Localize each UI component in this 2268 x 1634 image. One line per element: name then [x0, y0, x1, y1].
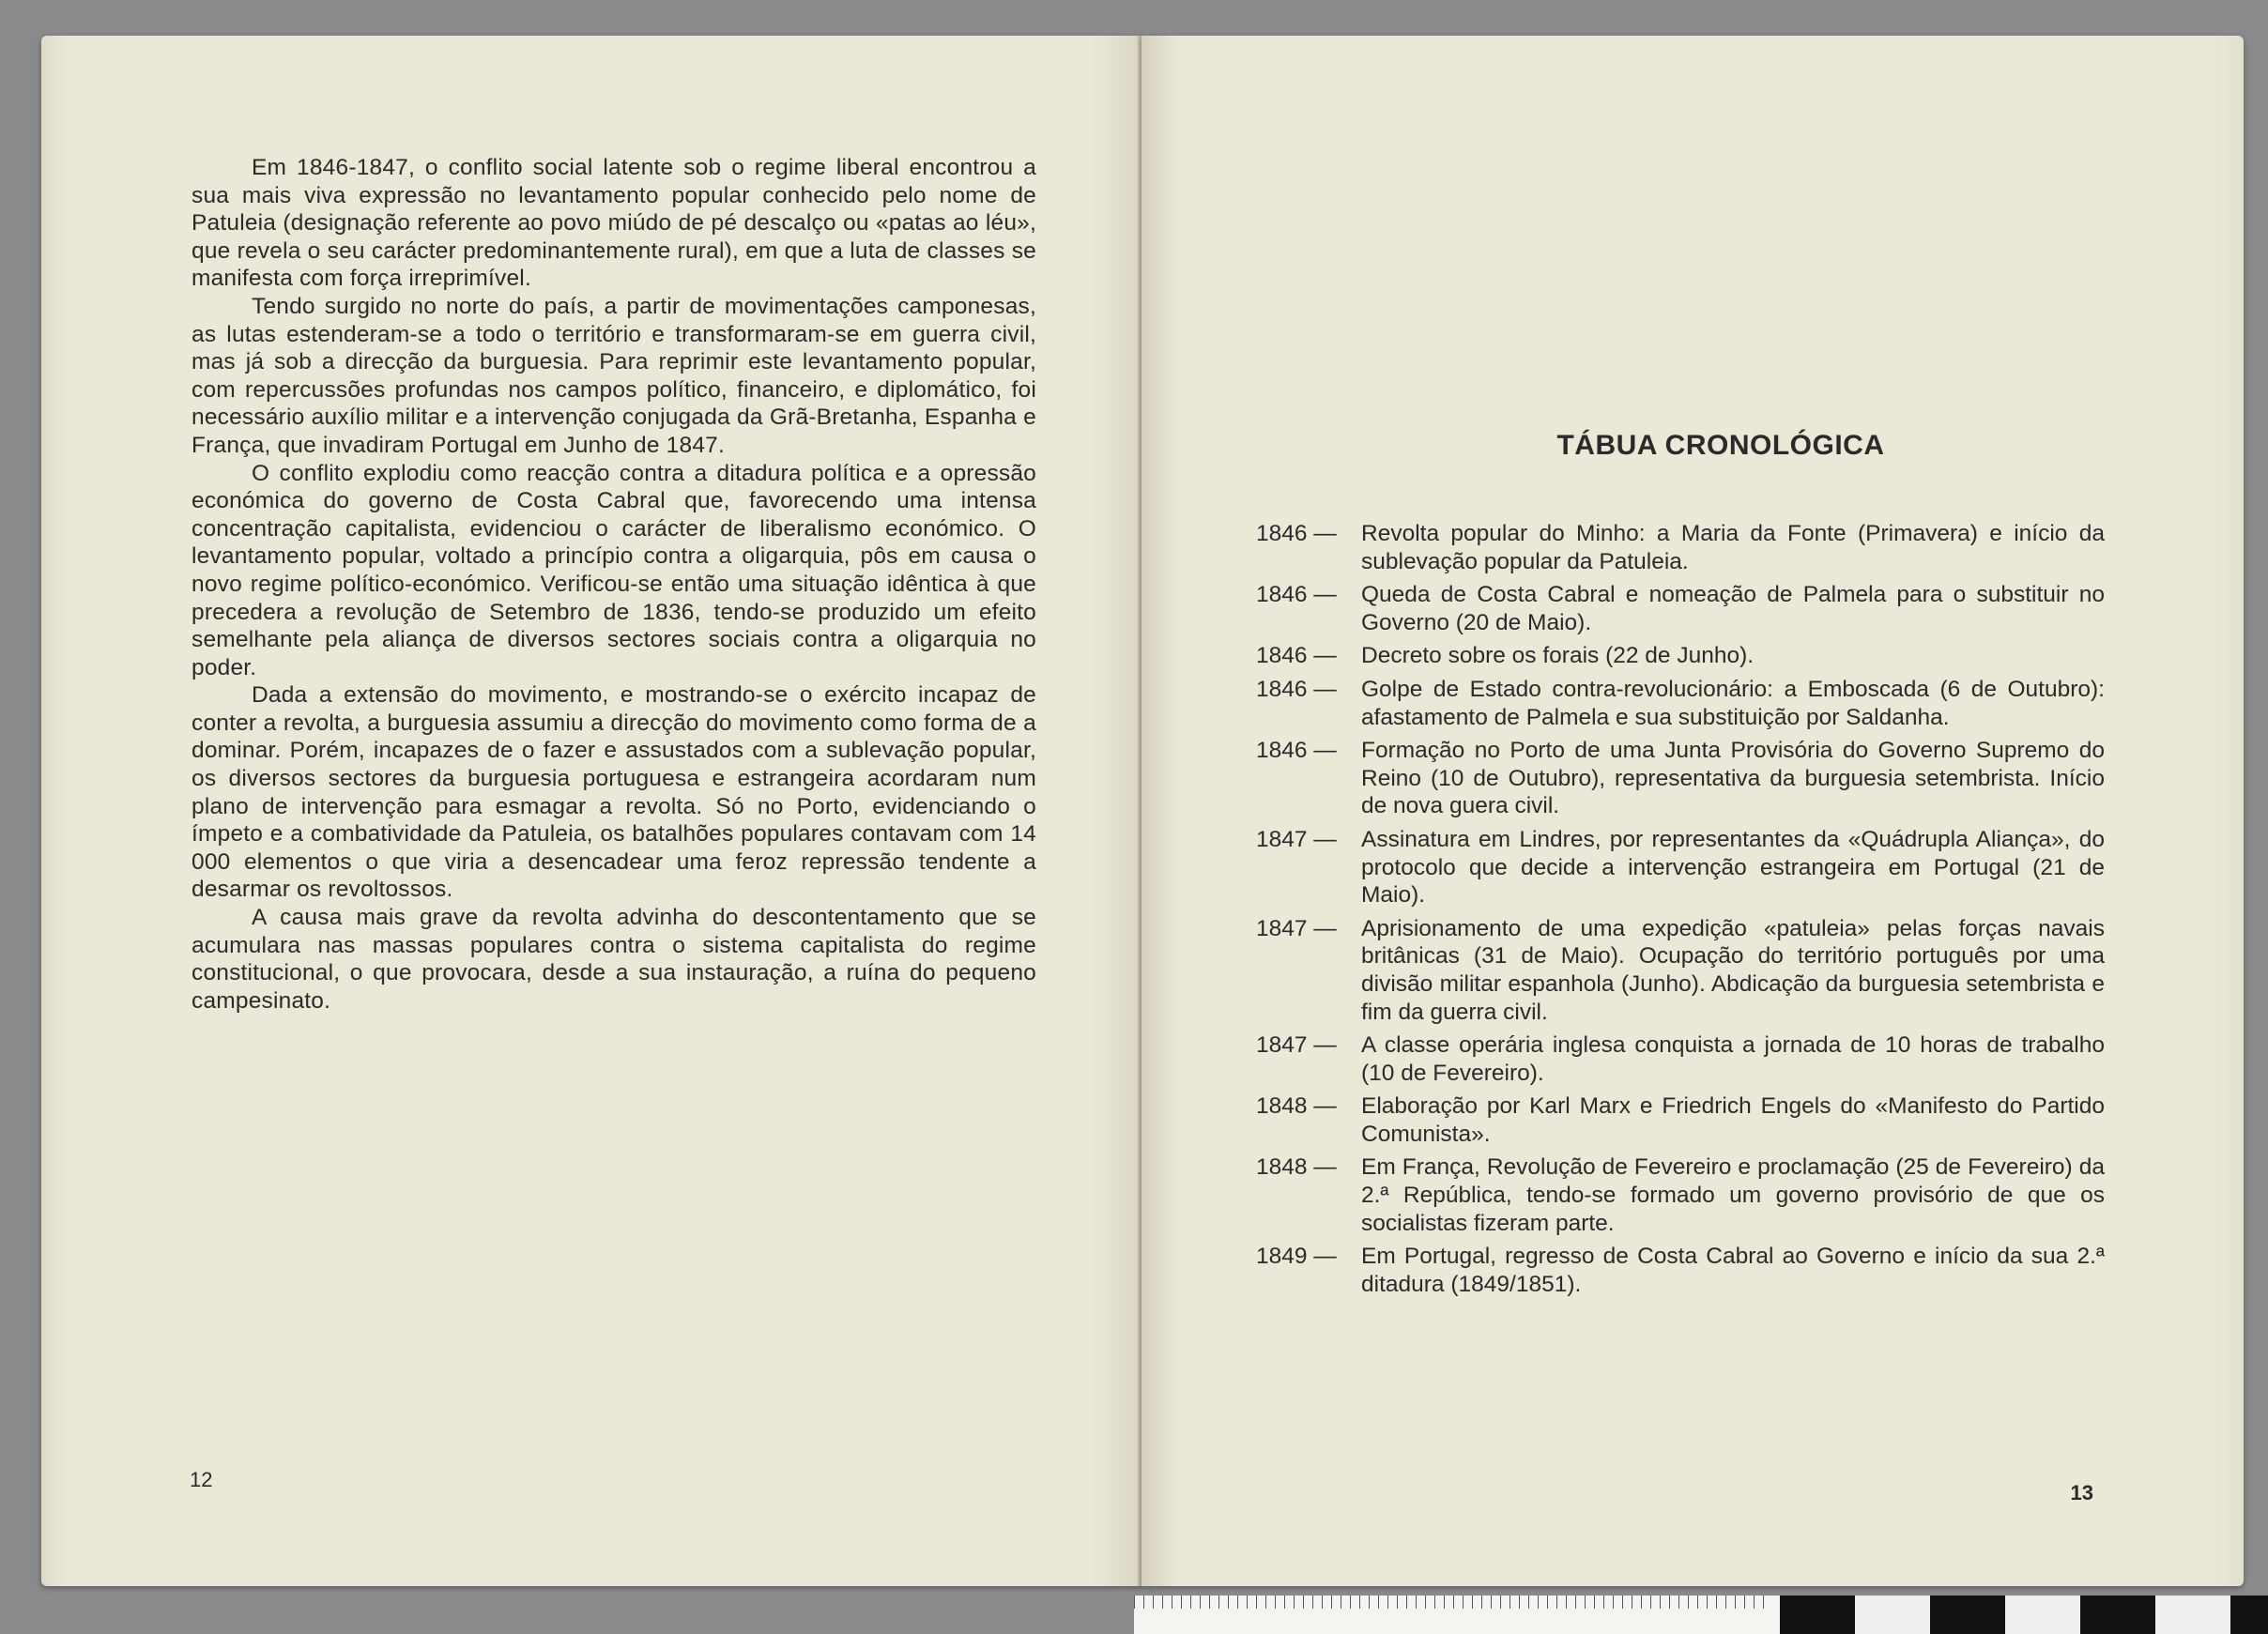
scale-ruler	[1134, 1596, 2268, 1634]
entry-year: 1847 —	[1256, 1032, 1337, 1059]
entry-year: 1848 —	[1256, 1154, 1337, 1181]
chronology-entry	[1256, 737, 2105, 820]
chronology-entry	[1256, 1243, 2105, 1298]
entry-year: 1846 —	[1256, 676, 1337, 702]
entry-text: A classe operária inglesa conquista a jornada de 10 horas de trabalho (10 de Fevereiro).	[1361, 1032, 2105, 1086]
book-spread	[41, 36, 2244, 1586]
page-number-left: 12	[190, 1468, 213, 1491]
entry-text: Queda de Costa Cabral e nomeação de Palmela para o substituir no Governo (20 de Maio).	[1361, 582, 2105, 635]
page-number-right: 13	[2070, 1481, 2093, 1504]
entry-year: 1846 —	[1256, 582, 1337, 608]
chronology-entry	[1256, 826, 2105, 909]
color-scale-blocks	[1780, 1596, 2268, 1634]
ruler-ticks	[1134, 1596, 1772, 1609]
entry-text: Formação no Porto de uma Junta Provisória do Governo Supremo do Reino (10 de Outubro), representativa da burguesia setembrista. Início de nova guera civil.	[1361, 738, 2105, 819]
chronology-entry	[1256, 1092, 2105, 1148]
entry-text: Em Portugal, regresso de Costa Cabral ao Governo e início da sua 2.ª ditadura (1849/1851).	[1361, 1244, 2105, 1297]
entry-text: Aprisionamento de uma expedição «patuleia» pelas forças navais britânicas (31 de Maio). Ocupação do território português por uma divisão militar espanhola (Junho). Abdicação da burguesia setembrista e fim da guerra civil.	[1361, 915, 2105, 1025]
chronology-entry	[1256, 1153, 2105, 1237]
chronology-entry	[1256, 520, 2105, 575]
chronology-title-text: TÁBUA CRONOLÓGICA	[1556, 430, 1885, 461]
entry-text: Assinatura em Lindres, por representantes da «Quádrupla Aliança», do protocolo que decide a intervenção estrangeira em Portugal (21 de Maio).	[1361, 826, 2105, 909]
paragraph: Tendo surgido no norte do país, a partir de movimentações camponesas, as lutas estenderam-se a todo o território e transformaram-se em guerra civil, mas já sob a direcção da burguesia. Para reprimir este levantamento popular, com repercussões profundas nos campos político, financeiro, e diplomático, foi necessário auxílio militar e a intervenção conjugada da Grã-Bretanha, Espanha e França, que invadiram Portugal em Junho de 1847.	[192, 293, 1036, 458]
entry-text: Golpe de Estado contra-revolucionário: a Emboscada (6 de Outubro): afastamento de Palmela e sua substituição por Saldanha.	[1361, 676, 2105, 730]
entry-text: Decreto sobre os forais (22 de Junho).	[1361, 643, 1755, 669]
right-page	[1142, 36, 2244, 1586]
entry-year: 1849 —	[1256, 1244, 1337, 1270]
chronology-title	[1142, 430, 2244, 462]
chronology-list	[1256, 520, 2105, 1304]
entry-year: 1848 —	[1256, 1093, 1337, 1120]
entry-year: 1847 —	[1256, 915, 1337, 941]
chronology-entry	[1256, 1031, 2105, 1087]
paragraph: O conflito explodiu como reacção contra a ditadura política e a opressão económica do governo de Costa Cabral que, favorecendo uma intensa concentração capitalista, evidenciou o carácter de liberalismo económico. O levantamento popular, voltado a princípio contra a oligarquia, pôs em causa o novo regime político-económico. Verificou-se então uma situação idêntica à que precedera a revolução de Setembro de 1836, tendo-se produzido um efeito semelhante pela aliança de diversos sectores sociais contra a oligarquia no poder.	[192, 460, 1036, 680]
paragraph: A causa mais grave da revolta advinha do descontentamento que se acumulara nas massas populares contra o sistema capitalista do regime constitucional, o que provocara, desde a sua instauração, a ruína do pequeno campesinato.	[192, 905, 1036, 1014]
entry-year: 1846 —	[1256, 643, 1337, 669]
paragraph: Dada a extensão do movimento, e mostrando-se o exército incapaz de conter a revolta, a burguesia assumiu a direcção do movimento como forma de a dominar. Porém, incapazes de o fazer e assustados com a sublevação popular, os diversos sectores da burguesia portuguesa e estrangeira acordaram num plano de intervenção para esmagar a revolta. Só no Porto, evidenciando o ímpeto e a combatividade da Patuleia, os batalhões populares contavam com 14 000 elementos o que viria a desencadear uma feroz repressão tendente a desarmar os revoltossos.	[192, 682, 1036, 903]
chronology-entry	[1256, 676, 2105, 731]
left-page	[41, 36, 1142, 1586]
entry-text: Em França, Revolução de Fevereiro e proclamação (25 de Fevereiro) da 2.ª República, tendo-se formado um governo provisório de que os socialistas fizeram parte.	[1361, 1154, 2105, 1236]
entry-year: 1846 —	[1256, 738, 1337, 764]
entry-year: 1847 —	[1256, 826, 1337, 852]
paragraph: Em 1846-1847, o conflito social latente sob o regime liberal encontrou a sua mais viva expressão no levantamento popular conhecido pelo nome de Patuleia (designação referente ao povo miúdo de pé descalço ou «patas ao léu», que revela o seu carácter predominantemente rural), em que a luta de classes se manifesta com força irreprimível.	[192, 155, 1036, 292]
chronology-entry	[1256, 915, 2105, 1026]
left-body-text	[192, 154, 1036, 1015]
chronology-entry	[1256, 642, 2105, 670]
entry-text: Revolta popular do Minho: a Maria da Fonte (Primavera) e início da sublevação popular da Patuleia.	[1361, 521, 2105, 574]
chronology-entry	[1256, 581, 2105, 636]
entry-year: 1846 —	[1256, 521, 1337, 546]
entry-text: Elaboração por Karl Marx e Friedrich Engels do «Manifesto do Partido Comunista».	[1361, 1093, 2105, 1147]
